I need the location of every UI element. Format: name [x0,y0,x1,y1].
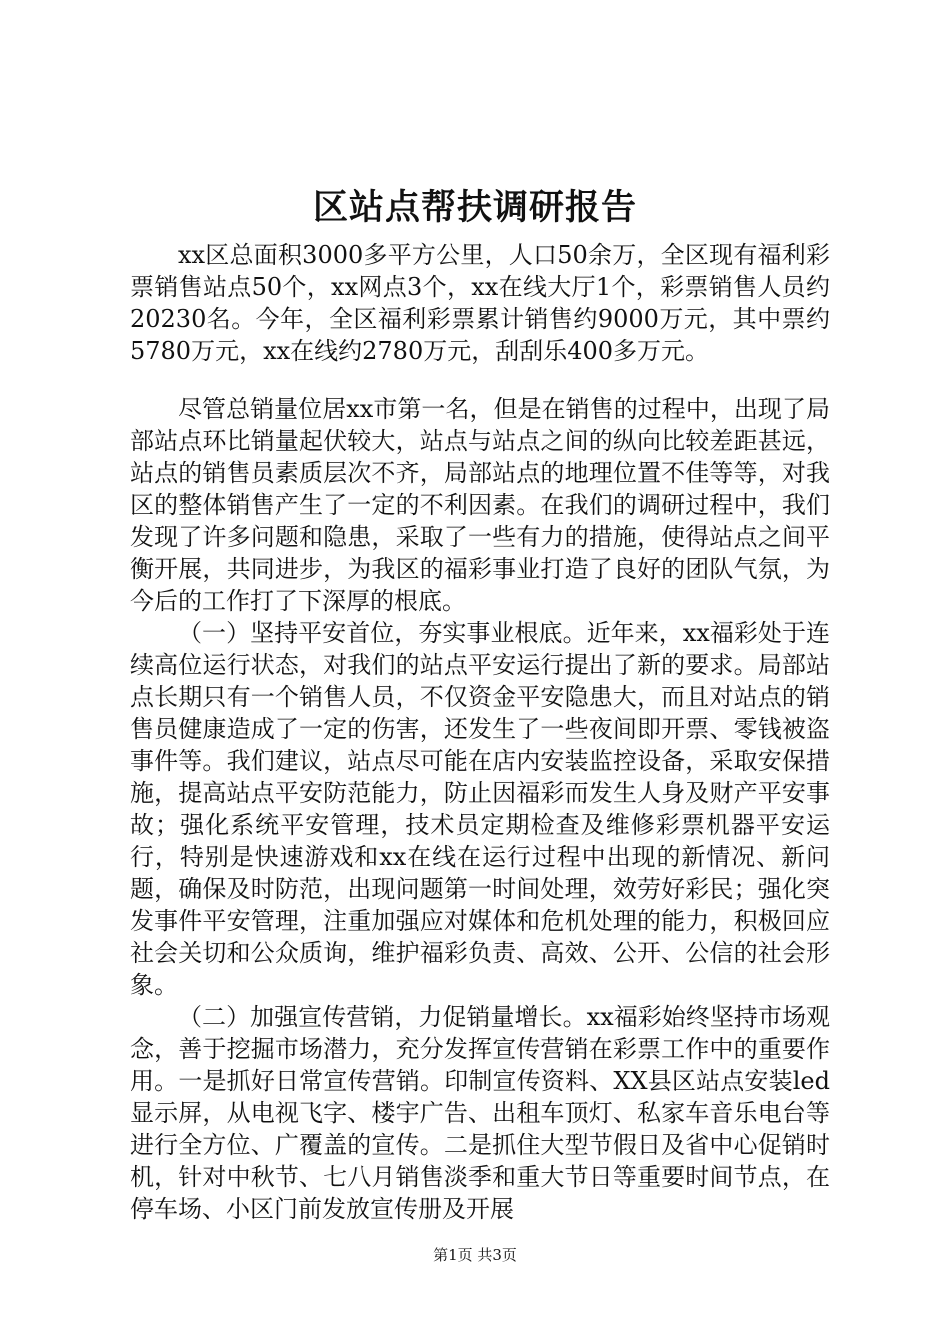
paragraph-safety: （一）坚持平安首位，夯实事业根底。近年来，xx福彩处于连续高位运行状态，对我们的站点平安运行提出了新的要求。局部站点长期只有一个销售人员，不仅资金平安隐患大，而且对站点的销售员健康造成了一定的伤害，还发生了一些夜间即开票、零钱被盗事件等。我们建议，站点尽可能在店内安装监控设备，采取安保措施，提高站点平安防范能力，防止因福彩而发生人身及财产平安事故；强化系统平安管理，技术员定期检查及维修彩票机器平安运行，特别是快速游戏和xx在线在运行过程中出现的新情况、新问题，确保及时防范，出现问题第一时间处理，效劳好彩民；强化突发事件平安管理，注重加强应对媒体和危机处理的能力，积极回应社会关切和公众质询，维护福彩负责、高效、公开、公信的社会形象。 [130,619,830,999]
intro-section [130,239,830,367]
paragraph-marketing: （二）加强宣传营销，力促销量增长。xx福彩始终坚持市场观念，善于挖掘市场潜力，充分发挥宣传营销在彩票工作中的重要作用。一是抓好日常宣传营销。印制宣传资料、XX县区站点安装led显示屏，从电视飞字、楼宇广告、出租车顶灯、私家车音乐电台等进行全方位、广覆盖的宣传。二是抓住大型节假日及省中心促销时机，针对中秋节、七八月销售淡季和重大节日等重要时间节点，在停车场、小区门前发放宣传册及开展 [130,1003,830,1223]
page-footer: 第1页 共3页 [433,1246,517,1264]
body-section [130,393,830,1225]
paragraph-problems: 尽管总销量位居xx市第一名，但是在销售的过程中，出现了局部站点环比销量起伏较大，站点与站点之间的纵向比较差距甚远，站点的销售员素质层次不齐，局部站点的地理位置不佳等等，对我区的整体销售产生了一定的不利因素。在我们的调研过程中，我们发现了许多问题和隐患，采取了一些有力的措施，使得站点之间平衡开展，共同进步，为我区的福彩事业打造了良好的团队气氛，为今后的工作打了下深厚的根底。 [130,395,830,615]
paragraph-overview: xx区总面积3000多平方公里，人口50余万，全区现有福利彩票销售站点50个，xx网点3个，xx在线大厅1个，彩票销售人员约20230名。今年，全区福利彩票累计销售约9000万元，其中票约5780万元，xx在线约2780万元，刮刮乐400多万元。 [130,241,830,365]
document-title: 区站点帮扶调研报告 [312,187,637,228]
